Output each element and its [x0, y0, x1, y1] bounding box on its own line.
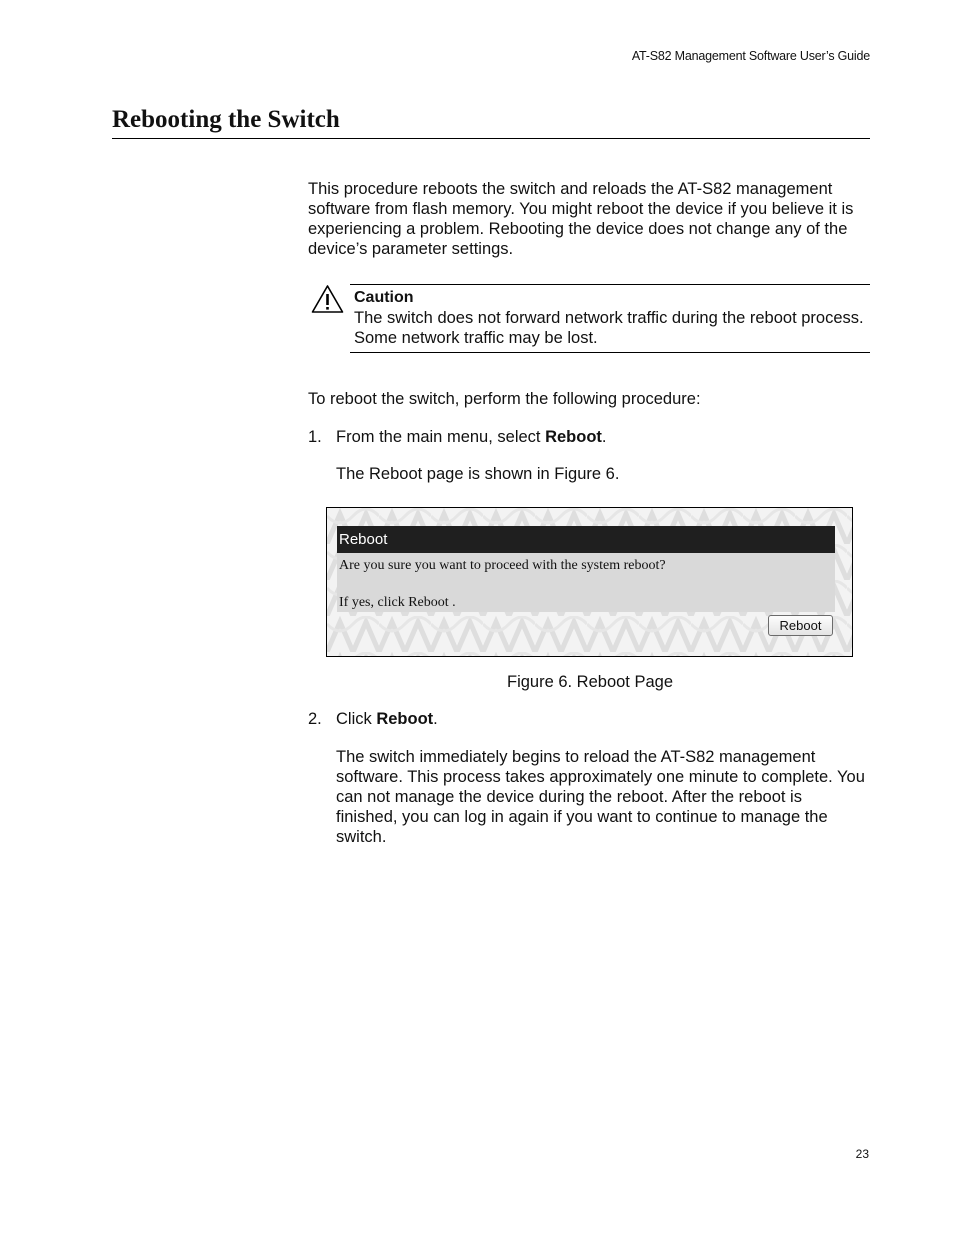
page-number: 23 — [855, 1147, 869, 1161]
intro-paragraph: This procedure reboots the switch and reloads the AT-S82 management software from flash memory. You might reboot the device if you believe it is experiencing a problem. Rebooting the device does not change any of the device’s parameter settings. — [308, 180, 854, 258]
caution-text: The switch does not forward network traffic during the reboot process. Some network traffic may be lost. — [354, 309, 864, 347]
reboot-panel-body — [337, 553, 835, 612]
reboot-button[interactable]: Reboot — [768, 615, 833, 636]
warning-triangle-icon — [311, 284, 344, 314]
step-2-result: The switch immediately begins to reload the AT-S82 management software. This process takes approximately one minute to complete. You can not manage the device during the reboot. After the reboot is finished, you can log in again if you want to continue to manage the switch. — [336, 748, 865, 846]
reboot-page-figure — [326, 507, 853, 657]
running-header: AT-S82 Management Software User’s Guide — [631, 49, 870, 63]
procedure-intro: To reboot the switch, perform the following procedure: — [308, 390, 701, 408]
reboot-instruction: If yes, click Reboot . — [339, 595, 456, 610]
step-1-result: The Reboot page is shown in Figure 6. — [336, 465, 620, 483]
step-number: 2. — [308, 710, 322, 728]
step-bold-term: Reboot — [376, 710, 434, 728]
step-text: Click Reboot. — [336, 710, 438, 728]
reboot-confirm-question: Are you sure you want to proceed with the system reboot? — [339, 558, 666, 573]
section-title: Rebooting the Switch — [112, 106, 870, 139]
reboot-panel-title: Reboot — [337, 526, 835, 553]
step-bold-term: Reboot — [545, 428, 602, 446]
step-number: 1. — [308, 428, 322, 446]
figure-caption: Figure 6. Reboot Page — [506, 673, 674, 691]
caution-note — [350, 284, 870, 353]
caution-title: Caution — [354, 289, 414, 306]
step-text: From the main menu, select Reboot. — [336, 428, 607, 446]
